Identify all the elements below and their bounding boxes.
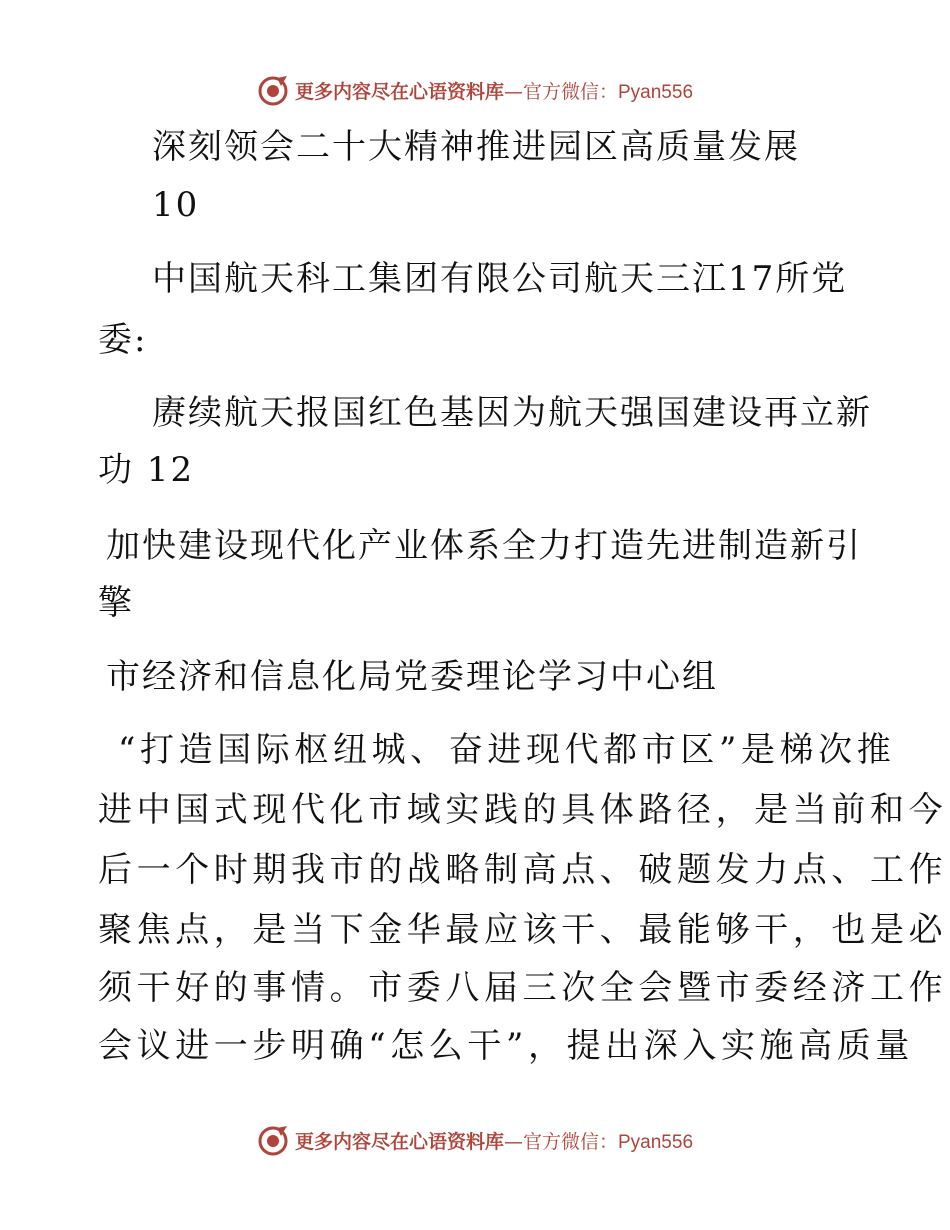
- footer-wechat-label: 官方微信：: [522, 1130, 618, 1153]
- footer-banner-dash: —: [503, 1130, 523, 1153]
- entry1-title: 深刻领会二十大精神推进园区高质量发展: [152, 127, 800, 167]
- entry2-title-line1: 赓续航天报国红色基因为航天强国建设再立新: [152, 393, 872, 433]
- paragraph-line: 后一个时期我市的战略制高点、破题发力点、工作: [98, 850, 948, 890]
- header-wechat-label: 官方微信：: [522, 80, 618, 103]
- header-wechat-id: Pyan556: [618, 81, 694, 103]
- footer-wechat-id: Pyan556: [618, 1131, 694, 1153]
- paragraph-line: 会议进一步明确“怎么干”，提出深入实施高质量: [98, 1026, 914, 1066]
- paragraph-line: 进中国式现代化市域实践的具体路径，是当前和今: [98, 790, 948, 830]
- header-banner-slogan: 更多内容尽在心语资料库: [294, 80, 504, 103]
- brand-logo-icon: [257, 1124, 289, 1156]
- footer-banner-slogan: 更多内容尽在心语资料库: [294, 1130, 504, 1153]
- entry2-author-line1: 中国航天科工集团有限公司航天三江17所党: [152, 259, 848, 299]
- footer-banner-text: [295, 1127, 693, 1154]
- paragraph-line: 须干好的事情。市委八届三次全会暨市委经济工作: [98, 968, 948, 1008]
- header-banner-dash: —: [503, 80, 523, 103]
- paragraph-line: 聚焦点，是当下金华最应该干、最能够干，也是必: [98, 910, 948, 950]
- entry2-title-line2: 功 12: [98, 450, 195, 490]
- paragraph-line: “打造国际枢纽城、奋进现代都市区”是梯次推: [118, 730, 896, 770]
- entry2-author-line2: 委:: [98, 320, 148, 360]
- entry1-page-number: 10: [152, 185, 200, 225]
- footer-banner: [0, 1120, 950, 1160]
- entry3-title-line1: 加快建设现代化产业体系全力打造先进制造新引: [106, 526, 862, 566]
- entry3-author: 市经济和信息化局党委理论学习中心组: [106, 657, 718, 697]
- entry3-title-line2: 擎: [98, 583, 134, 623]
